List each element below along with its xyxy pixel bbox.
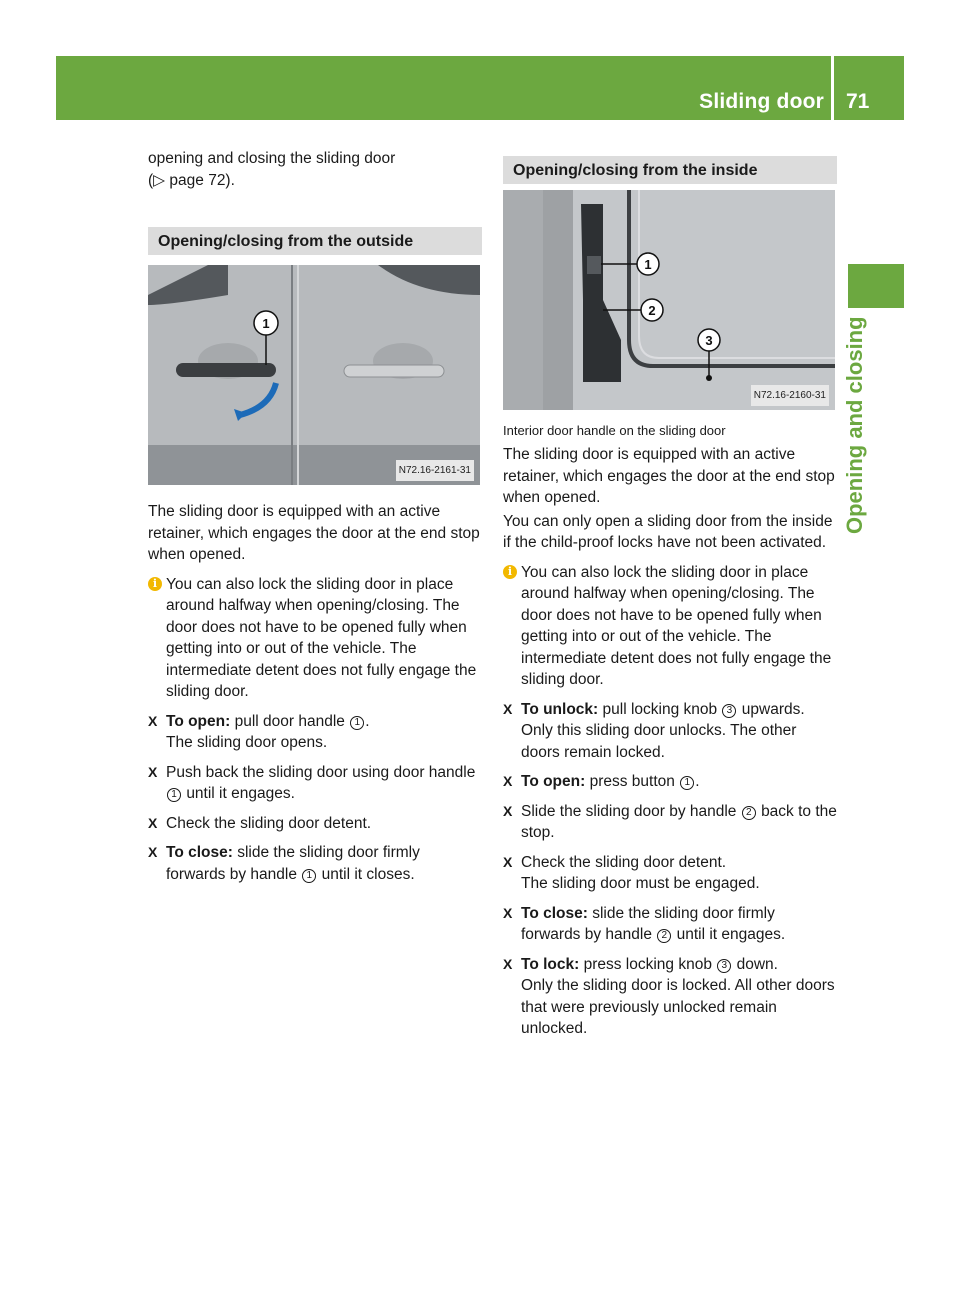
step-text: back to the stop.	[521, 802, 837, 841]
step-result: The sliding door opens.	[166, 734, 328, 751]
page-ref-link[interactable]: page 72).	[169, 171, 235, 189]
callout-1: 1	[680, 776, 694, 790]
callout-1: 1	[350, 716, 364, 730]
step-item	[503, 903, 837, 946]
info-icon: i	[148, 577, 162, 591]
chapter-label: Opening and closing	[842, 316, 867, 534]
step-item	[503, 699, 837, 764]
step-marker-icon: X	[503, 904, 513, 921]
step-label: To lock:	[521, 955, 580, 973]
figure-code: N72.16-2160-31	[751, 385, 829, 407]
step-item	[148, 813, 482, 835]
step-marker-icon: X	[503, 802, 513, 819]
step-text: slide the sliding door firmly forwards by handle	[521, 904, 775, 943]
step-label: To open:	[166, 712, 231, 730]
note-text: You can also lock the sliding door in place around halfway when opening/closing. The door does not have to be opened fully when getting into or out of the vehicle. The intermediate detent does not fully engage the sliding door.	[166, 575, 477, 700]
paragraph: The sliding door is equipped with an active retainer, which engages the door at the end stop when opened.	[503, 446, 835, 506]
left-column	[148, 148, 482, 885]
chapter-tab	[848, 264, 904, 308]
step-label: To unlock:	[521, 700, 599, 718]
step-text: pull door handle	[234, 712, 345, 730]
step-result: Only this sliding door unlocks. The other doors remain locked.	[521, 722, 797, 761]
step-text: until it engages.	[676, 926, 786, 943]
step-item	[148, 762, 482, 805]
step-text: press locking knob	[583, 955, 712, 973]
step-marker-icon: X	[503, 955, 513, 972]
callout-3: 3	[722, 704, 736, 718]
callout-3: 3	[717, 959, 731, 973]
step-marker-icon: X	[148, 844, 158, 860]
step-item	[503, 954, 837, 1040]
step-marker-icon: X	[148, 814, 158, 831]
step-label: To open:	[521, 773, 586, 790]
figure-caption: Interior door handle on the sliding door	[503, 423, 726, 438]
svg-text:1: 1	[262, 316, 270, 331]
section-heading-inside: Opening/closing from the inside	[503, 156, 837, 184]
callout-2: 2	[742, 806, 756, 820]
svg-text:2: 2	[648, 303, 656, 318]
step-text: Check the sliding door detent.	[166, 814, 372, 832]
figure-inside-handle	[503, 190, 835, 410]
figure-code: N72.16-2161-31	[396, 460, 474, 482]
svg-text:3: 3	[705, 333, 713, 348]
step-text: down.	[736, 955, 778, 973]
step-label: To close:	[521, 904, 588, 922]
callout-1: 1	[302, 869, 316, 883]
step-result: The sliding door must be engaged.	[521, 875, 760, 892]
step-marker-icon: X	[148, 763, 158, 780]
step-label: To close:	[166, 844, 233, 861]
step-text: slide the sliding door firmly forwards by handle	[166, 844, 420, 883]
step-result: Only the sliding door is locked. All other doors that were previously unlocked remain unlocked.	[521, 977, 835, 1037]
step-marker-icon: X	[503, 853, 513, 870]
info-icon: i	[503, 565, 517, 579]
page-number: 71	[846, 90, 870, 113]
step-item	[148, 842, 482, 885]
callout-1: 1	[167, 788, 181, 802]
step-marker-icon: X	[503, 773, 513, 789]
right-column	[503, 156, 837, 1040]
step-item	[503, 852, 837, 895]
step-text: until it engages.	[186, 785, 295, 802]
section-heading-outside: Opening/closing from the outside	[148, 227, 482, 255]
step-item: X To open: pull door handle 1 . The sliding door opens.	[148, 712, 370, 751]
callout-2: 2	[657, 929, 671, 943]
header-divider	[831, 56, 834, 120]
step-text: Check the sliding door detent.	[521, 853, 727, 871]
step-text: press button	[589, 773, 675, 790]
step-text: Push back the sliding door using door handle	[166, 763, 476, 781]
paragraph: The sliding door is equipped with an active retainer, which engages the door at the end stop when opened.	[148, 503, 480, 563]
note-text: You can also lock the sliding door in place around halfway when opening/closing. The door does not have to be opened fully when getting into or out of the vehicle. The intermediate detent does not fully engage the sliding door.	[521, 563, 832, 688]
paragraph: You can only open a sliding door from the inside if the child-proof locks have not been activated.	[503, 512, 833, 551]
step-text: Slide the sliding door by handle	[521, 802, 737, 820]
step-marker-icon: X	[148, 712, 158, 729]
svg-text:1: 1	[644, 257, 652, 272]
step-marker-icon: X	[503, 700, 513, 717]
step-text: pull locking knob	[602, 700, 718, 718]
intro-text: opening and closing the sliding door (▷ page 72).	[148, 150, 396, 189]
figure-outside-handle	[148, 265, 480, 485]
step-text: until it closes.	[321, 865, 415, 883]
step-text: upwards.	[741, 700, 805, 718]
step-item	[503, 801, 837, 844]
info-note	[503, 562, 837, 691]
page-ref-triangle-icon: ▷	[153, 171, 166, 189]
step-item: X To open: press button 1 .	[503, 771, 837, 793]
section-title: Sliding door	[699, 90, 824, 113]
intro-line: opening and closing the sliding door	[148, 150, 396, 167]
info-note	[148, 574, 482, 703]
